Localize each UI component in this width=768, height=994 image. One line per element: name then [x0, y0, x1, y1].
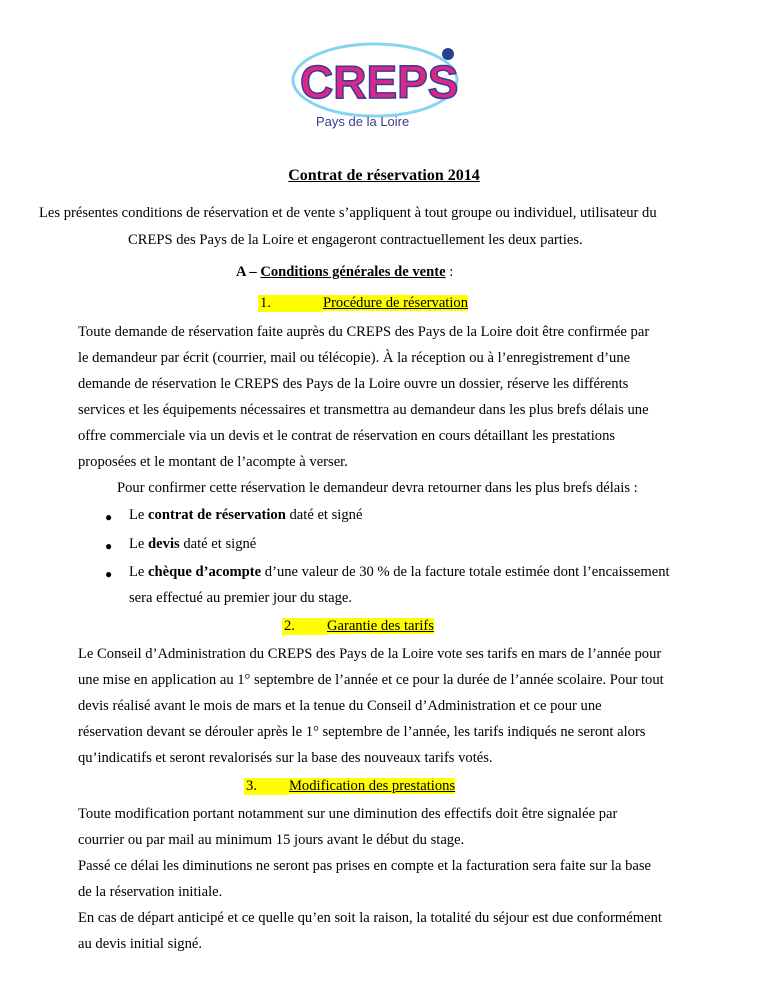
s3-line-6: au devis initial signé. [78, 936, 203, 952]
bullet-3-continued: sera effectué au premier jour du stage. [129, 590, 352, 606]
bullet-2: Le devis daté et signé [129, 536, 257, 552]
s2-line-4: réservation devant se dérouler après le 1° septembre de l’année, les tarifs indiqués ne seront alors [78, 724, 646, 740]
s3-line-4: de la réservation initiale. [78, 884, 223, 900]
section-a-suffix: : [445, 264, 454, 280]
intro-line-2: CREPS des Pays de la Loire et engageront contractuellement les deux parties. [128, 232, 583, 248]
svg-text:CREPS: CREPS [300, 56, 459, 108]
s2-line-3: devis réalisé avant le mois de mars et la tenue du Conseil d’Administration et ce pour une [78, 698, 602, 714]
section-3-heading [244, 778, 455, 795]
section-2-title: Garantie des tarifs [326, 618, 434, 634]
section-2-heading [282, 618, 434, 635]
section-1-title: Procédure de réservation [322, 295, 469, 311]
svg-text:Pays de la Loire: Pays de la Loire [316, 114, 410, 129]
intro-line-1: Les présentes conditions de réservation et de vente s’appliquent à tout groupe ou individuel, utilisateur du [39, 205, 657, 221]
s1-line-3: demande de réservation le CREPS des Pays de la Loire ouvre un dossier, réserve les différents [78, 376, 629, 392]
section-2-number: 2. [282, 618, 327, 635]
s1-line-1: Toute demande de réservation faite auprès du CREPS des Pays de la Loire doit être confirmée par [78, 324, 650, 340]
s1-line-4: services et les équipements nécessaires et transmettra au demandeur dans les plus brefs délais une [78, 402, 649, 418]
section-1-number: 1. [258, 295, 323, 312]
bullet-icon: ● [105, 539, 113, 553]
s3-line-5: En cas de départ anticipé et ce quelle qu’en soit la raison, la totalité du séjour est due conformément [78, 910, 662, 926]
s1-line-2: le demandeur par écrit (courrier, mail ou télécopie). À la réception ou à l’enregistrement d’une [78, 350, 631, 366]
s1-confirm: Pour confirmer cette réservation le demandeur devra retourner dans les plus brefs délais : [117, 480, 638, 496]
section-3-number: 3. [244, 778, 289, 795]
creps-logo-graphic [290, 40, 460, 135]
page-title: Contrat de réservation 2014 [288, 167, 480, 184]
s2-line-2: une mise en application au 1° septembre de l’année et ce pour la durée de l’année scolaire. Pour tout [78, 672, 664, 688]
section-3-title: Modification des prestations [288, 778, 456, 794]
section-1-heading [258, 295, 468, 312]
bullet-icon: ● [105, 567, 113, 581]
s3-line-3: Passé ce délai les diminutions ne seront pas prises en compte et la facturation sera faite sur la base [78, 858, 652, 874]
bullet-3: Le chèque d’acompte d’une valeur de 30 % de la facture totale estimée dont l’encaissement [129, 564, 670, 580]
s2-line-5: qu’indicatifs et seront revalorisés sur la base des nouveaux tarifs votés. [78, 750, 493, 766]
section-a-label: Conditions générales de vente [260, 264, 446, 280]
bullet-1: Le contrat de réservation daté et signé [129, 507, 363, 523]
s1-line-6: proposées et le montant de l’acompte à verser. [78, 454, 348, 470]
s3-line-2: courrier ou par mail au minimum 15 jours avant le début du stage. [78, 832, 465, 848]
creps-logo [290, 40, 460, 135]
section-a-heading [236, 264, 453, 281]
bullet-icon: ● [105, 510, 113, 524]
s1-line-5: offre commerciale via un devis et le contrat de réservation en cours détaillant les prestations [78, 428, 616, 444]
s3-line-1: Toute modification portant notamment sur une diminution des effectifs doit être signalée par [78, 806, 618, 822]
section-a-prefix: A – [236, 264, 261, 280]
s2-line-1: Le Conseil d’Administration du CREPS des Pays de la Loire vote ses tarifs en mars de l’année pour [78, 646, 662, 662]
